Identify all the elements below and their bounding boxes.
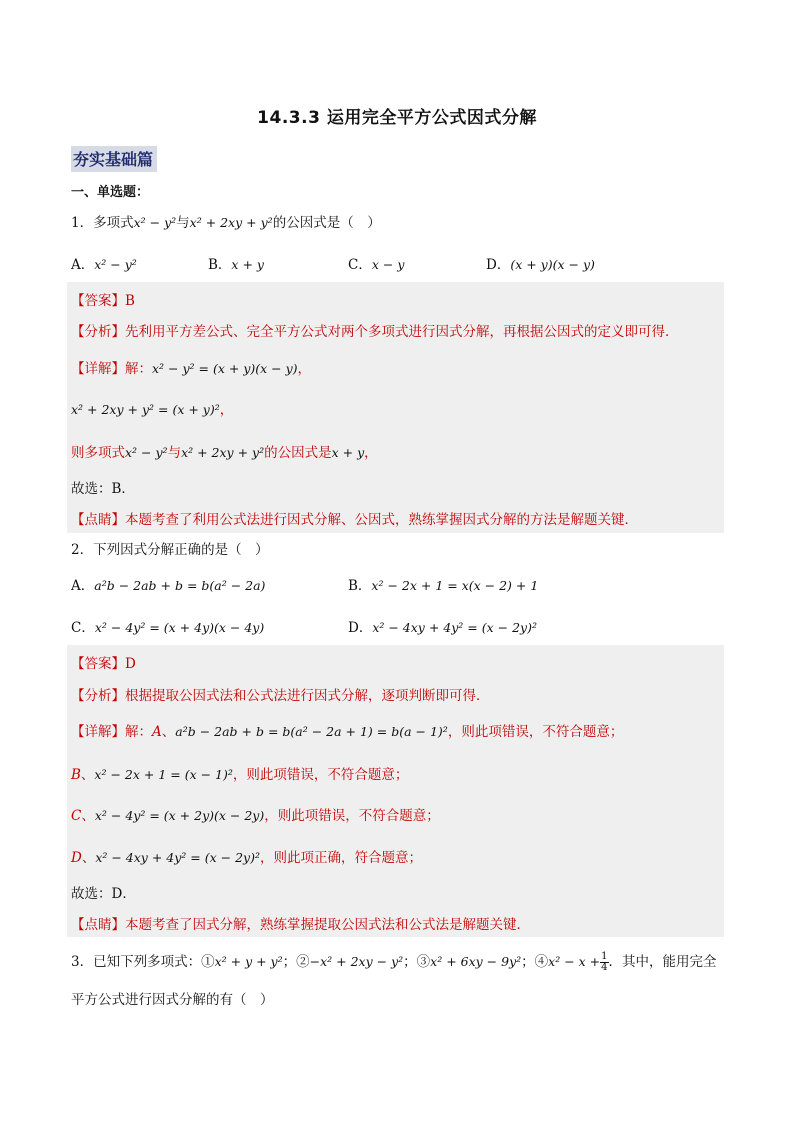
question-2-stem: 2．下列因式分解正确的是（ ） [71,542,269,558]
q2-detail-d [71,846,422,866]
q2-comment-text: 本题考查了因式分解，熟练掌握提取公因式法和公式法是解题关键． [125,917,530,933]
q2-detail-c-text: ，则此项错误，不符合题意； [264,808,440,824]
q1-detail-3-mid-2: 的公因式是 [264,445,332,461]
q1-detail-3-end: ， [364,445,378,461]
q1-option-b-expr: x + y [231,257,264,272]
q1-detail-line-2 [71,398,233,418]
q3-item-3-sep: ； [521,954,535,970]
q1-analysis-text: 先利用平方差公式、完全平方公式对两个多项式进行因式分解，再根据公因式的定义即可得． [125,324,679,340]
q1-detail-3-expr-2: x² + 2xy + y² [181,445,265,460]
q1-comment-tag: 【点睛】 [71,512,125,528]
q2-detail-d-sep: 、 [81,850,96,866]
q2-detail-b-sep: 、 [80,767,95,783]
q2-detail-d-text: ，则此项正确，符合题意； [260,850,422,866]
q2-option-c-expr: x² − 4y² = (x + 4y)(x − 4y) [94,620,265,635]
q2-comment-tag: 【点睛】 [71,917,125,933]
q3-item-1-num: ① [201,954,215,970]
q1-detail-3-expr-3: x + y [331,445,365,460]
q3-fraction-denominator: 4 [601,962,608,973]
q3-fraction-numerator: 1 [601,951,608,962]
q3-item-2-sep: ； [403,954,417,970]
question-3-stem [71,950,717,973]
q1-detail [71,357,311,377]
q1-expr-1: x² − y² [133,215,177,230]
q1-detail-3-expr-1: x² − y² [125,445,168,460]
q2-detail-a [71,720,623,740]
q2-option-c [71,616,264,636]
q3-item-2-expr: −x² + 2xy − y² [309,954,404,969]
q3-stem-end: ．其中，能用完全 [608,954,717,970]
q2-detail-b-expr: x² − 2x + 1 = (x − 1)² [94,767,233,782]
q2-detail-d-label: D [71,850,82,866]
q1-option-c-expr: x − y [371,257,405,272]
q2-detail-d-expr: x² − 4xy + 4y² = (x − 2y)² [95,850,260,865]
q2-detail-a-sep: 、 [161,724,176,740]
q1-detail-expr-2: x² + 2xy + y² = (x + y)² [71,402,220,417]
q2-detail-c-sep: 、 [81,808,95,824]
q3-stem-text: 3．已知下列多项式： [71,954,202,970]
q1-detail-1-end: ， [297,361,312,377]
q2-analysis-tag: 【分析】 [71,688,125,704]
question-1-stem [71,211,381,231]
q2-detail-a-label: A [152,724,162,740]
q1-option-a-label: A． [71,257,95,273]
q1-comment-text: 本题考查了利用公式法进行因式分解、公因式，熟练掌握因式分解的方法是解题关键． [125,512,638,528]
q2-choose: 故选：D． [71,886,136,902]
q1-answer-tag: 【答案】 [71,293,125,309]
q1-option-b [208,253,264,273]
q2-option-d-label: D． [348,620,373,636]
q2-detail-a-text: ，则此项错误，不符合题意； [447,724,624,740]
q3-item-1-sep: ； [282,954,297,970]
q1-option-a-expr: x² − y² [94,257,137,272]
q2-detail-tag: 【详解】 [71,724,125,740]
q1-detail-3-mid: 与 [167,445,182,461]
q1-detail-3-pre: 则多项式 [71,445,125,461]
q2-detail-c-label: C [71,808,82,824]
q3-item-4-fraction [600,952,608,973]
q2-option-b-expr: x² − 2x + 1 = x(x − 2) + 1 [371,578,539,593]
q3-item-3-num: ③ [416,954,431,970]
q2-option-a-label: A． [71,578,95,594]
q1-choose: 故选：B． [71,481,135,497]
q1-stem-end: 的公因式是（ ） [272,215,381,231]
q1-detail-expr-1: x² − y² = (x + y)(x − y) [152,361,298,376]
section-heading: 夯实基础篇 [71,146,157,172]
q3-item-4-expr: x² − x + [548,954,601,969]
q1-stem-text: 1．多项式 [71,215,134,231]
q1-answer-value: B [125,293,135,309]
q1-answer [71,289,135,309]
page-title: 14.3.3 运用完全平方公式因式分解 [257,108,537,128]
q2-detail-b-label: B [71,767,81,783]
question-3-stem-line-2: 平方公式进行因式分解的有（ ） [71,992,274,1008]
q1-detail-line-3 [71,441,378,461]
q1-detail-intro: 解： [125,361,152,377]
q2-option-a [71,574,265,594]
q1-option-c [348,253,404,273]
q2-option-d [348,616,537,636]
q3-item-1-expr: x² + y + y² [214,954,283,969]
q1-expr-2: x² + 2xy + y² [189,215,273,230]
q1-analysis-tag: 【分析】 [71,324,125,340]
q2-option-b [348,574,538,594]
q2-answer [71,652,136,672]
q1-detail-tag: 【详解】 [71,361,125,377]
q2-analysis [71,684,490,704]
q1-option-d [486,253,595,273]
q2-analysis-text: 根据提取公因式法和公式法进行因式分解，逐项判断即可得． [125,688,490,704]
q2-comment [71,913,530,933]
q1-stem-mid: 与 [176,215,190,231]
q1-comment [71,508,638,528]
q2-answer-tag: 【答案】 [71,656,125,672]
q1-option-a [71,253,137,273]
q1-option-d-label: D． [486,257,511,273]
q2-answer-value: D [125,656,136,672]
q1-option-d-expr: (x + y)(x − y) [510,257,595,272]
q3-item-3-expr: x² + 6xy − 9y² [430,954,522,969]
q1-option-b-label: B． [208,257,232,273]
q3-item-4-num: ④ [534,954,549,970]
part-heading: 一、单选题： [71,185,150,200]
q2-detail-c [71,804,440,824]
q2-detail-c-expr: x² − 4y² = (x + 2y)(x − 2y) [94,808,265,823]
q2-option-b-label: B． [348,578,372,594]
q2-detail-a-expr: a²b − 2ab + b = b(a² − 2a + 1) = b(a − 1)² [175,724,448,739]
q1-analysis [71,320,679,340]
q2-detail-b [71,763,408,783]
q2-detail-intro: 解： [125,724,152,740]
q2-option-d-expr: x² − 4xy + 4y² = (x − 2y)² [372,620,537,635]
q2-detail-b-text: ，则此项错误，不符合题意； [232,767,409,783]
q1-option-c-label: C． [348,257,372,273]
q3-item-2-num: ② [296,954,310,970]
q1-detail-2-end: ， [219,402,234,418]
q2-option-a-expr: a²b − 2ab + b = b(a² − 2a) [94,578,266,593]
q2-option-c-label: C． [71,620,95,636]
